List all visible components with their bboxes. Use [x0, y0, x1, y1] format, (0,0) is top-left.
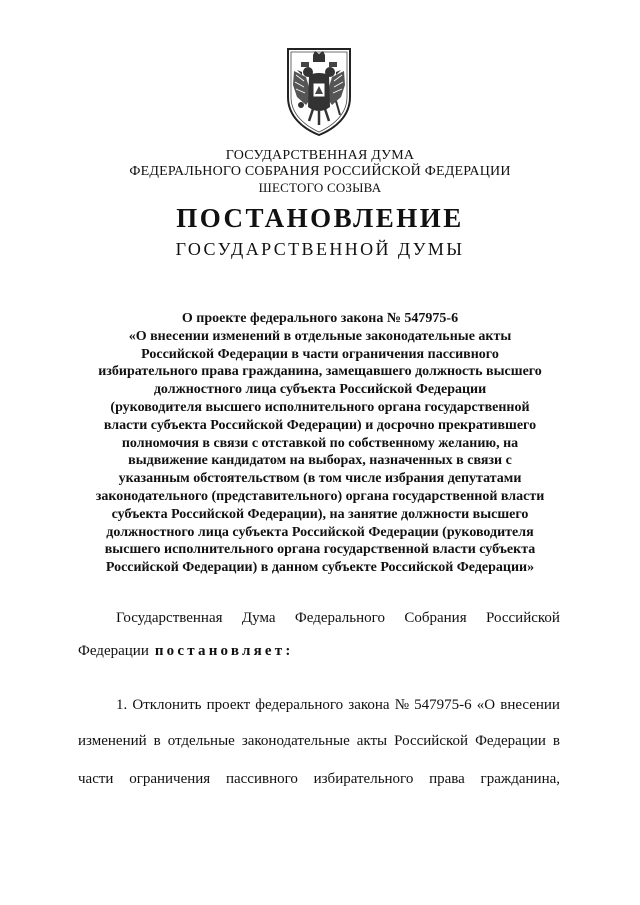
- word: изменений: [78, 733, 147, 749]
- word: Федерации: [78, 643, 149, 659]
- word: гражданина,: [480, 771, 560, 787]
- preamble-line-2: [78, 642, 294, 660]
- word: №: [394, 697, 410, 713]
- word: внесении: [500, 697, 560, 713]
- document-title: ПОСТАНОВЛЕНИЕ: [176, 203, 464, 233]
- word: Российской: [394, 733, 469, 749]
- subject-line: Российской Федерации в части ограничения пассивного: [141, 346, 499, 362]
- word: Отклонить: [132, 697, 202, 713]
- item-1-line-2: [78, 732, 560, 750]
- word: Дума: [241, 610, 276, 626]
- word: 1.: [116, 697, 128, 713]
- subject-line: (руководителя высшего исполнительного органа государственной: [110, 399, 530, 415]
- subject-line: Российской Федерации) в данном субъекте Российской Федерации»: [105, 560, 535, 576]
- subject-line: избирательного права гражданина, замещавшего должность высшего: [98, 364, 542, 380]
- item-1-line-3: [78, 770, 560, 788]
- coat-of-arms-emblem: [284, 45, 354, 137]
- word: проект: [206, 697, 251, 713]
- subject-line: должностного лица субъекта Российской Федерации (руководителя: [106, 524, 534, 540]
- subject-line: власти субъекта Российской Федерации) и досрочно прекратившего: [103, 417, 537, 433]
- double-headed-eagle-icon: [284, 45, 354, 137]
- word: ограничения: [129, 771, 211, 787]
- preamble-line-1: [116, 609, 560, 627]
- word: Российской: [486, 610, 560, 626]
- subject-line: «О внесении изменений в отдельные законодательные акты: [128, 328, 512, 344]
- word: в: [552, 733, 560, 749]
- word: отдельные: [167, 733, 235, 749]
- word: законодательные: [241, 733, 350, 749]
- word: Государственная: [116, 610, 223, 626]
- subject-line: полномочия в связи с отставкой по собственному желанию, на: [121, 435, 519, 451]
- document-subtitle: ГОСУДАРСТВЕННОЙ ДУМЫ: [175, 239, 465, 259]
- word: «О: [476, 697, 496, 713]
- subject-line: указанным обстоятельством (в том числе избрания депутатами: [118, 471, 522, 487]
- subject-line: высшего исполнительного органа государственной власти субъекта: [104, 542, 536, 558]
- convocation-line: ШЕСТОГО СОЗЫВА: [258, 180, 382, 195]
- resolves-emphasis: постановляет:: [154, 643, 294, 659]
- word: части: [78, 771, 114, 787]
- word: акты: [356, 733, 388, 749]
- subject-line: субъекта Российской Федерации), на занятие должности высшего: [111, 506, 529, 522]
- subject-line: О проекте федерального закона № 547975-6: [181, 311, 459, 326]
- word: пассивного: [225, 771, 298, 787]
- subject-line: выдвижение кандидатом на выборах, назначенных в связи с: [128, 453, 512, 469]
- org-name-line-2: ФЕДЕРАЛЬНОГО СОБРАНИЯ РОССИЙСКОЙ ФЕДЕРАЦИИ: [129, 164, 511, 179]
- word: федерального: [255, 697, 344, 713]
- word: закона: [348, 697, 390, 713]
- word: избирательного: [313, 771, 414, 787]
- word: права: [429, 771, 465, 787]
- word: в: [153, 733, 161, 749]
- document-subject: [60, 310, 580, 577]
- item-1-line-1: [116, 696, 560, 714]
- subject-line: законодательного (представительного) органа государственной власти: [95, 488, 545, 504]
- word: Собрания: [404, 610, 467, 626]
- word: 547975-6: [414, 697, 472, 713]
- org-name-line-1: ГОСУДАРСТВЕННАЯ ДУМА: [225, 148, 415, 163]
- subject-line: должностного лица субъекта Российской Федерации: [153, 382, 487, 398]
- word: Федерации: [475, 733, 546, 749]
- word: Федерального: [294, 610, 385, 626]
